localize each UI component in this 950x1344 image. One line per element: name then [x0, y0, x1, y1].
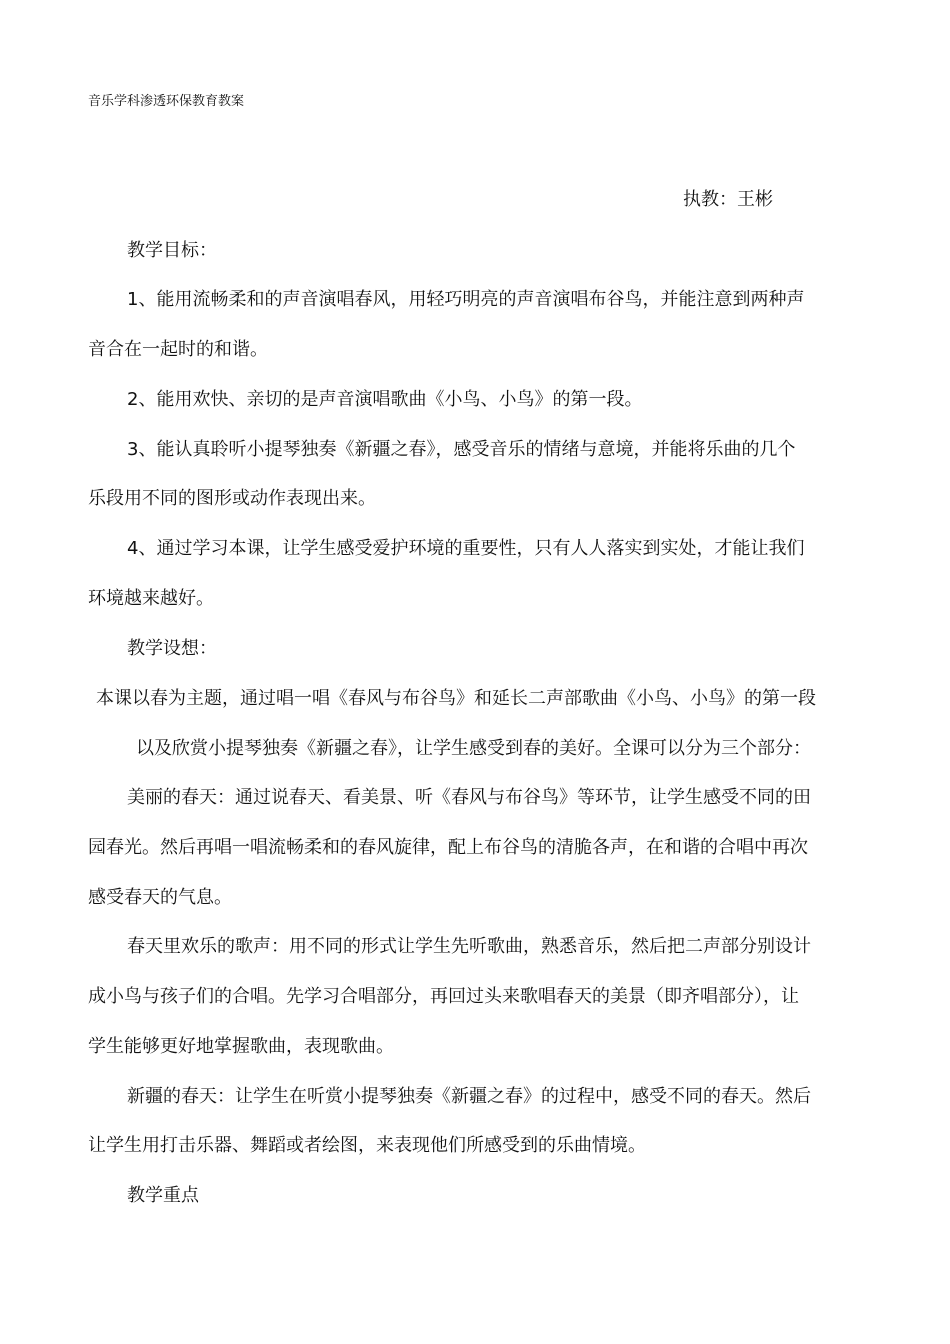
design-part-2-line-1: 春天里欢乐的歌声：用不同的形式让学生先听歌曲，熟悉音乐，然后把二声部分别设计	[127, 936, 811, 957]
design-part-3-line-2: 让学生用打击乐器、舞蹈或者绘图，来表现他们所感受到的乐曲情境。	[88, 1135, 646, 1156]
design-part-2-line-2: 成小鸟与孩子们的合唱。先学习合唱部分，再回过头来歌唱春天的美景（即齐唱部分），让	[88, 986, 799, 1007]
design-part-3-line-1: 新疆的春天：让学生在听赏小提琴独奏《新疆之春》的过程中，感受不同的春天。然后	[127, 1086, 811, 1107]
goal-1-line-2: 音合在一起时的和谐。	[88, 339, 268, 360]
goal-1-line-1: 1、能用流畅柔和的声音演唱春风，用轻巧明亮的声音演唱布谷鸟，并能注意到两种声	[127, 289, 805, 310]
goal-3-line-2: 乐段用不同的图形或动作表现出来。	[88, 488, 376, 509]
design-part-1-line-3: 感受春天的气息。	[88, 887, 232, 908]
design-part-2-line-3: 学生能够更好地掌握歌曲，表现歌曲。	[88, 1036, 394, 1057]
document-header-title: 音乐学科渗透环保教育教案	[88, 94, 245, 109]
focus-heading: 教学重点	[127, 1185, 199, 1206]
design-intro-line-2: 以及欣赏小提琴独奏《新疆之春》，让学生感受到春的美好。全课可以分为三个部分：	[136, 738, 811, 759]
goal-2: 2、能用欢快、亲切的是声音演唱歌曲《小鸟、小鸟》的第一段。	[127, 389, 643, 410]
author-line: 执教：王彬	[683, 189, 773, 210]
design-part-1-line-2: 园春光。然后再唱一唱流畅柔和的春风旋律，配上布谷鸟的清脆各声，在和谐的合唱中再次	[88, 837, 808, 858]
design-intro-line-1: 本课以春为主题，通过唱一唱《春风与布谷鸟》和延长二声部歌曲《小鸟、小鸟》的第一段	[96, 688, 816, 709]
goal-4-line-2: 环境越来越好。	[88, 588, 214, 609]
goal-3-line-1: 3、能认真聆听小提琴独奏《新疆之春》，感受音乐的情绪与意境，并能将乐曲的几个	[127, 439, 796, 460]
goals-heading: 教学目标：	[127, 240, 217, 261]
goal-4-line-1: 4、通过学习本课，让学生感受爱护环境的重要性，只有人人落实到实处，才能让我们	[127, 538, 805, 559]
design-part-1-line-1: 美丽的春天：通过说春天、看美景、听《春风与布谷鸟》等环节，让学生感受不同的田	[127, 787, 811, 808]
design-heading: 教学设想：	[127, 638, 217, 659]
